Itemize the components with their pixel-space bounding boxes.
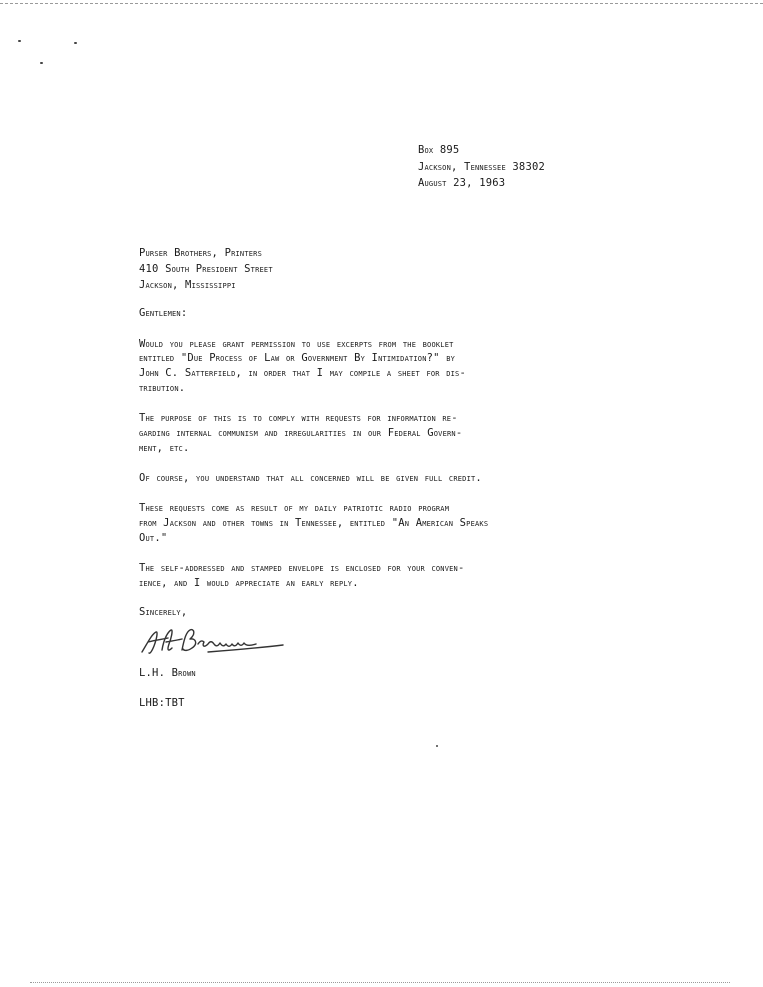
page-top-edge bbox=[0, 3, 763, 4]
handwritten-signature bbox=[138, 624, 288, 658]
paragraph-line: Out." bbox=[139, 532, 168, 544]
recipient-street: 410 South President Street bbox=[139, 263, 273, 275]
page-bottom-edge bbox=[30, 982, 730, 983]
signer-name: L.H. Brown bbox=[139, 667, 196, 679]
salutation: Gentlemen: bbox=[139, 307, 188, 319]
paragraph-line: from Jackson and other towns in Tennessee, entitled "An American Speaks bbox=[139, 517, 489, 529]
scan-speck bbox=[40, 62, 43, 64]
paragraph-line: These requests come as result of my daily patriotic radio program bbox=[139, 502, 450, 514]
paragraph-line: Of course, you understand that all concerned will be given full credit. bbox=[139, 472, 482, 484]
paragraph-line: garding internal communism and irregularities in our Federal Govern- bbox=[139, 427, 463, 439]
paragraph-line: ment, etc. bbox=[139, 442, 190, 454]
reference-initials: LHB:TBT bbox=[139, 697, 185, 709]
recipient-name: Purser Brothers, Printers bbox=[139, 247, 263, 259]
paragraph-line: ience, and I would appreciate an early reply. bbox=[139, 577, 359, 589]
scan-speck bbox=[436, 745, 438, 747]
letter-date: August 23, 1963 bbox=[418, 177, 506, 189]
sender-box: Box 895 bbox=[418, 144, 460, 156]
closing: Sincerely, bbox=[139, 606, 188, 618]
paragraph-line: entitled "Due Process of Law or Government By Intimidation?" by bbox=[139, 352, 456, 364]
scan-speck bbox=[74, 42, 77, 44]
sender-city: Jackson, Tennessee 38302 bbox=[418, 161, 546, 173]
scan-speck bbox=[18, 40, 21, 42]
paragraph-line: tribution. bbox=[139, 382, 186, 394]
paragraph-line: The self-addressed and stamped envelope is enclosed for your conven- bbox=[139, 562, 465, 574]
recipient-city: Jackson, Mississippi bbox=[139, 279, 236, 291]
paragraph-line: Would you please grant permission to use excerpts from the booklet bbox=[139, 338, 454, 350]
paragraph-line: The purpose of this is to comply with requests for information re- bbox=[139, 412, 458, 424]
paragraph-line: John C. Satterfield, in order that I may compile a sheet for dis- bbox=[139, 367, 466, 379]
